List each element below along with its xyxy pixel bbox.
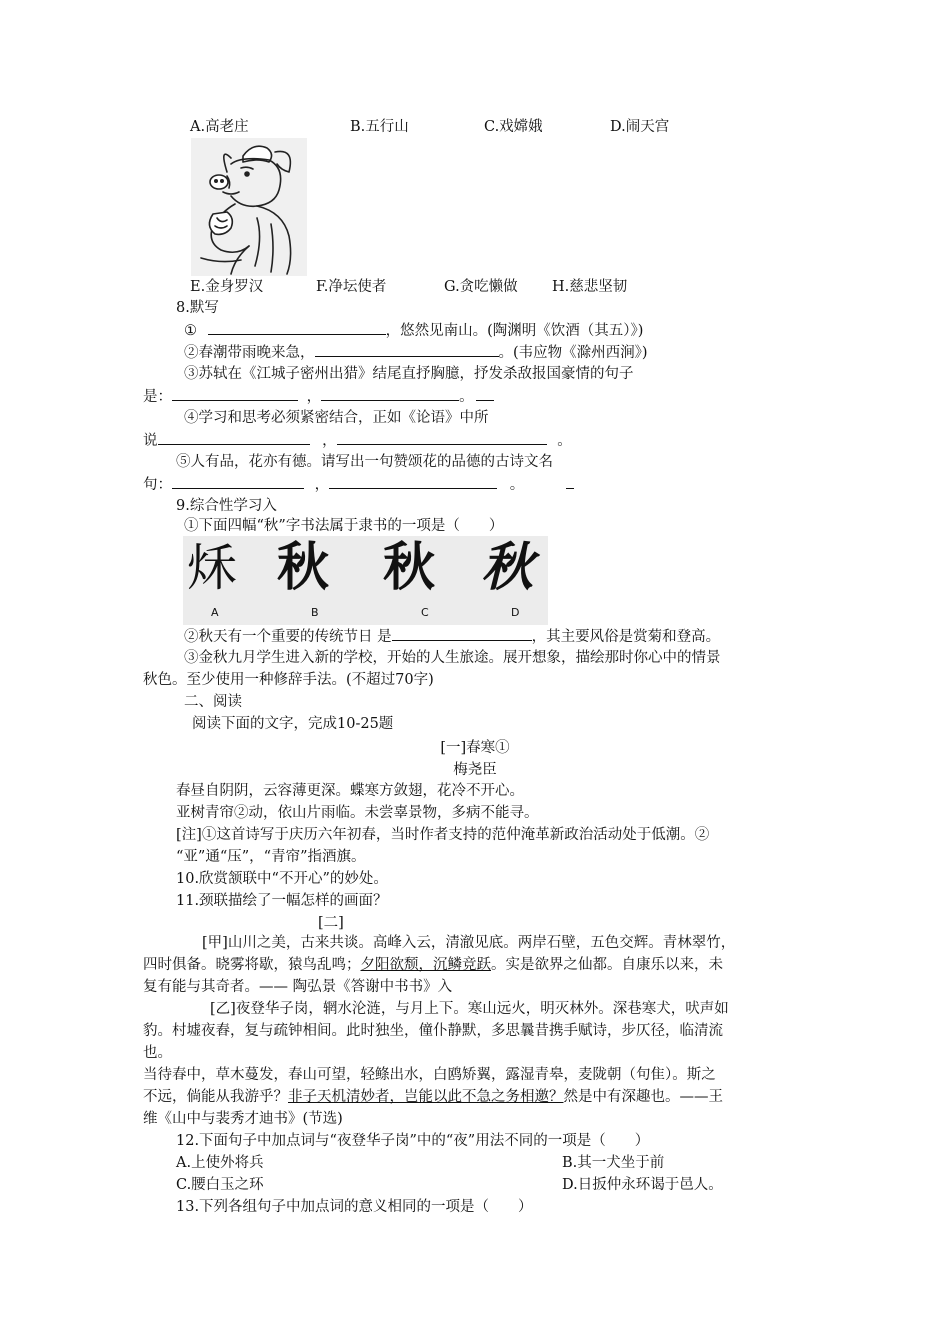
option-d: D.闹天宫	[610, 119, 670, 135]
passage-2-title: [二]	[318, 915, 344, 931]
passage-jia-line-2: 四时俱备。晓雾将歇，猿鸟乱鸣；夕阳欲颓，沉鳞竞跃。实是欲界之仙都。自康乐以来，未	[143, 957, 723, 973]
q8-line-5b: 句： ， 。	[143, 474, 574, 495]
question-12: 12.下面句子中加点词与“夜登华子岗”中的“夜”用法不同的一项是（ ）	[176, 1133, 650, 1149]
option-g: G.贪吃懒做	[444, 279, 518, 295]
passage-yi-line-6: 维《山中与裴秀才迪书》(节选)	[143, 1111, 343, 1127]
calligraphy-label-b: B	[311, 606, 319, 619]
calligraphy-label-d: D	[511, 606, 520, 619]
q8-line-1: ① ，悠然见南山。(陶渊明《饮酒（其五）》)	[184, 320, 643, 341]
question-13: 13.下列各组句子中加点词的意义相同的一项是（ ）	[176, 1199, 533, 1215]
q12-option-a: A.上使外将兵	[176, 1155, 264, 1171]
passage-jia-line-1: [甲]山川之美，古来共谈。高峰入云，清澈见底。两岸石壁，五色交辉。青林翠竹，	[202, 935, 736, 951]
calligraphy-char-d: 秋	[481, 537, 534, 598]
option-c: C.戏嫦娥	[484, 119, 543, 135]
q9-title: 9.综合性学习入	[176, 498, 277, 514]
calligraphy-char-a: 秌	[187, 539, 235, 597]
answer-blank[interactable]	[476, 386, 494, 401]
reading-instruction: 阅读下面的文字，完成10-25题	[192, 716, 394, 732]
answer-blank[interactable]	[329, 474, 497, 489]
q8-line-3a: ③苏轼在《江城子密州出猎》结尾直抒胸臆，抒发杀敌报国豪情的句子	[184, 366, 634, 382]
poem-note-1: [注]①这首诗写于庆历六年初春，当时作者支持的范仲淹革新政治活动处于低潮。②	[176, 827, 710, 843]
q12-option-c: C.腰白玉之环	[176, 1177, 264, 1193]
q8-line-5a: ⑤人有品，花亦有德。请写出一句赞颂花的品德的古诗文名	[176, 454, 553, 470]
underlined-phrase: 夕阳欲颓，沉鳞竞跃	[360, 957, 491, 973]
passage-yi-line-3: 也。	[143, 1045, 172, 1061]
answer-blank[interactable]	[321, 386, 459, 401]
option-f: F.净坛使者	[316, 279, 387, 295]
answer-blank[interactable]	[315, 342, 499, 357]
q9-sub-2: ②秋天有一个重要的传统节日 是 ，其主要风俗是赏菊和登高。	[184, 626, 720, 647]
poem-line-1: 春昼自阴阴，云容薄更深。蝶寒方敛翅，花冷不开心。	[176, 783, 524, 799]
section-reading: 二、阅读	[184, 694, 242, 710]
passage-yi-line-1: [乙]夜登华子岗，辋水沦涟，与月上下。寒山远火，明灭林外。深巷寒犬，吠声如	[210, 1001, 729, 1017]
answer-blank[interactable]	[337, 430, 547, 445]
q8-line-4b: 说 ， 。	[143, 430, 572, 451]
answer-blank[interactable]	[566, 474, 574, 489]
q8-line-3b: 是： ， 。	[143, 386, 494, 407]
poem-line-2: 亚树青帘②动，依山片雨临。未尝辜景物，多病不能寻。	[176, 805, 539, 821]
passage-jia-line-3: 复有能与其奇者。—— 陶弘景《答谢中书书》入	[143, 979, 453, 995]
calligraphy-label-c: C	[421, 606, 429, 619]
q9-sub-3a: ③金秋九月学生进入新的学校，开始的人生旅途。展开想象，描绘那时你心中的情景	[184, 650, 721, 666]
answer-blank[interactable]	[158, 430, 310, 445]
q9-sub-1: ①下面四幅“秋”字书法属于隶书的一项是（ ）	[184, 518, 504, 534]
calligraphy-label-a: A	[211, 606, 219, 619]
calligraphy-char-c: 秋	[383, 538, 436, 598]
poem-title: [一]春寒①	[440, 740, 510, 756]
pigsy-illustration	[191, 138, 307, 276]
q8-line-2: ②春潮带雨晚来急， 。(韦应物《滁州西涧》)	[184, 342, 648, 363]
passage-yi-line-4: 当待春中，草木蔓发，春山可望，轻鲦出水，白鸥矫翼，露湿青皋，麦陇朝（句隹）。斯之	[143, 1067, 716, 1083]
answer-blank[interactable]	[172, 474, 304, 489]
option-b: B.五行山	[350, 119, 409, 135]
calligraphy-char-b: 秋	[277, 537, 330, 598]
underlined-sentence: 非子天机清妙者，岂能以此不急之务相邀？	[288, 1089, 564, 1105]
q8-title: 8.默写	[176, 300, 219, 316]
answer-blank[interactable]	[208, 320, 386, 335]
q8-line-4a: ④学习和思考必须紧密结合，正如《论语》中所	[184, 410, 489, 426]
option-a: A.高老庄	[190, 119, 249, 135]
question-11: 11.颈联描绘了一幅怎样的画面？	[176, 893, 388, 909]
answer-blank[interactable]	[172, 386, 298, 401]
passage-yi-line-2: 豹。村墟夜舂，复与疏钟相间。此时独坐，僮仆静默，多思曩昔携手赋诗，步仄径，临清流	[143, 1023, 723, 1039]
option-h: H.慈悲坚韧	[552, 279, 628, 295]
question-10: 10.欣赏颔联中“不开心”的妙处。	[176, 871, 388, 887]
q9-sub-3b: 秋色。至少使用一种修辞手法。(不超过70字)	[143, 672, 434, 688]
poem-author: 梅尧臣	[453, 762, 497, 778]
poem-note-2: “亚”通“压”，“青帘”指酒旗。	[176, 849, 366, 865]
q12-option-b: B.其一犬坐于前	[562, 1155, 665, 1171]
q12-option-d: D.日扳仲永环谒于邑人。	[562, 1177, 723, 1193]
option-e: E.金身罗汉	[190, 279, 264, 295]
passage-yi-line-5: 不远，倘能从我游乎？非子天机清妙者，岂能以此不急之务相邀？然是中有深趣也。——王	[143, 1089, 723, 1105]
answer-blank[interactable]	[392, 626, 532, 641]
calligraphy-image	[183, 536, 548, 625]
